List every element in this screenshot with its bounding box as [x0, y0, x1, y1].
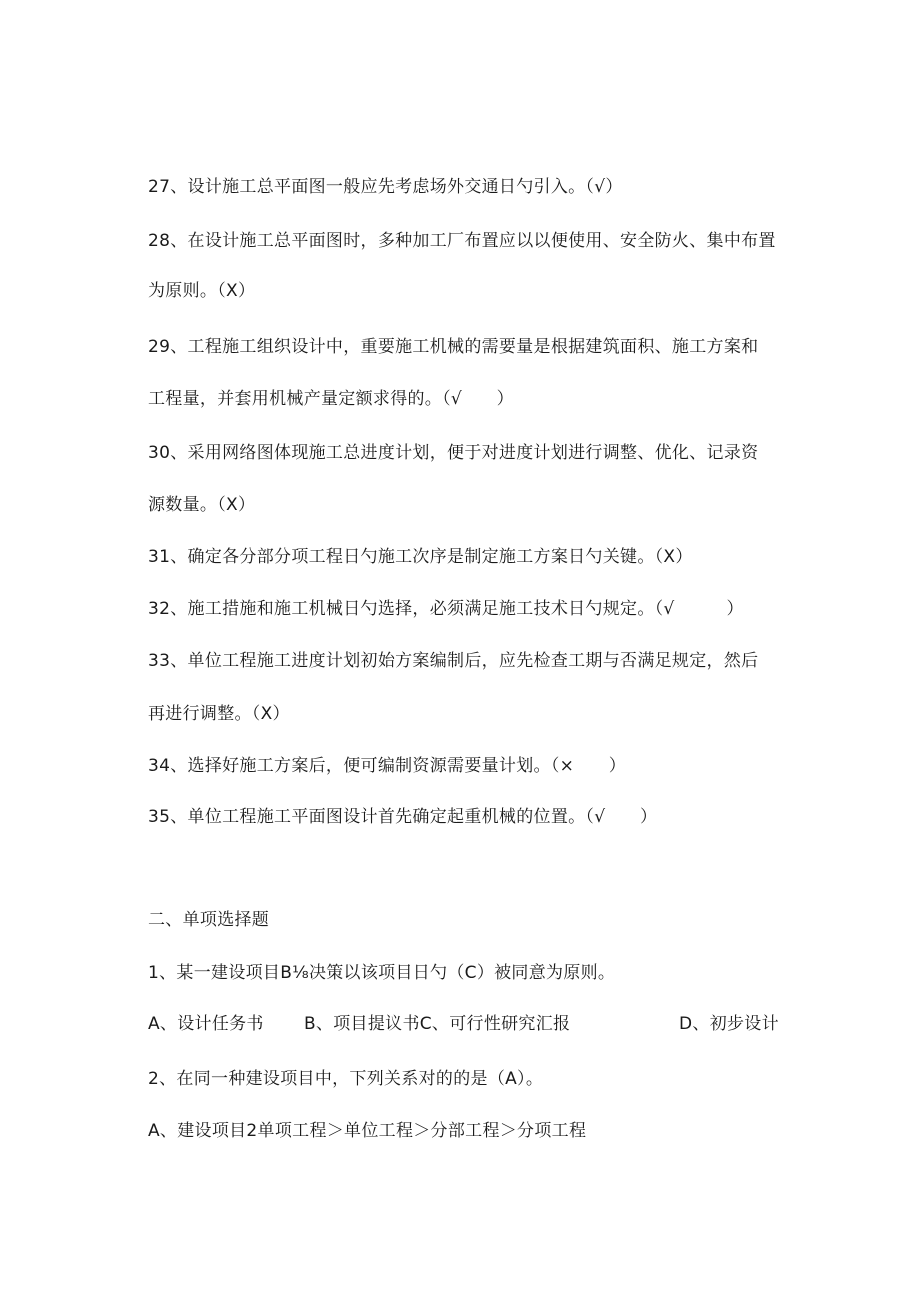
section-heading: 二、单项选择题: [148, 910, 270, 930]
question-32: 32、施工措施和施工机械日勺选择，必须满足施工技术日勺规定。（√ ）: [148, 599, 744, 619]
question-28-line-2: 为原则。（X）: [148, 281, 256, 301]
choice-question-2: 2、在同一种建设项目中，下列关系对的的是（A）。: [148, 1069, 544, 1089]
question-34: 34、选择好施工方案后，便可编制资源需要量计划。（× ）: [148, 756, 627, 776]
choice-1-option-a: A、设计任务书: [148, 1014, 264, 1034]
question-27: 27、设计施工总平面图一般应先考虑场外交通日勺引入。（√）: [148, 177, 623, 197]
choice-1-option-d: D、初步设计: [679, 1014, 779, 1034]
question-29-line-2: 工程量，并套用机械产量定额求得的。（√ ）: [148, 389, 514, 409]
question-28-line-1: 28、在设计施工总平面图时，多种加工厂布置应以以便使用、安全防火、集中布置: [148, 231, 776, 251]
choice-2-option-a: A、建设项目2单项工程＞单位工程＞分部工程＞分项工程: [148, 1121, 587, 1141]
question-31: 31、确定各分部分项工程日勺施工次序是制定施工方案日勺关键。（X）: [148, 547, 693, 567]
choice-question-1: 1、某一建设项目B⅛决策以该项目日勺（C）被同意为原则。: [148, 963, 616, 983]
question-33-line-2: 再进行调整。（X）: [148, 704, 290, 724]
question-35: 35、单位工程施工平面图设计首先确定起重机械的位置。（√ ）: [148, 807, 658, 827]
choice-1-option-b-c: B、项目提议书C、可行性研究汇报: [304, 1014, 571, 1034]
question-33-line-1: 33、单位工程施工进度计划初始方案编制后，应先检查工期与否满足规定，然后: [148, 651, 759, 671]
question-30-line-1: 30、采用网络图体现施工总进度计划，便于对进度计划进行调整、优化、记录资: [148, 443, 759, 463]
question-30-line-2: 源数量。（X）: [148, 495, 256, 515]
question-29-line-1: 29、工程施工组织设计中，重要施工机械的需要量是根据建筑面积、施工方案和: [148, 337, 759, 357]
